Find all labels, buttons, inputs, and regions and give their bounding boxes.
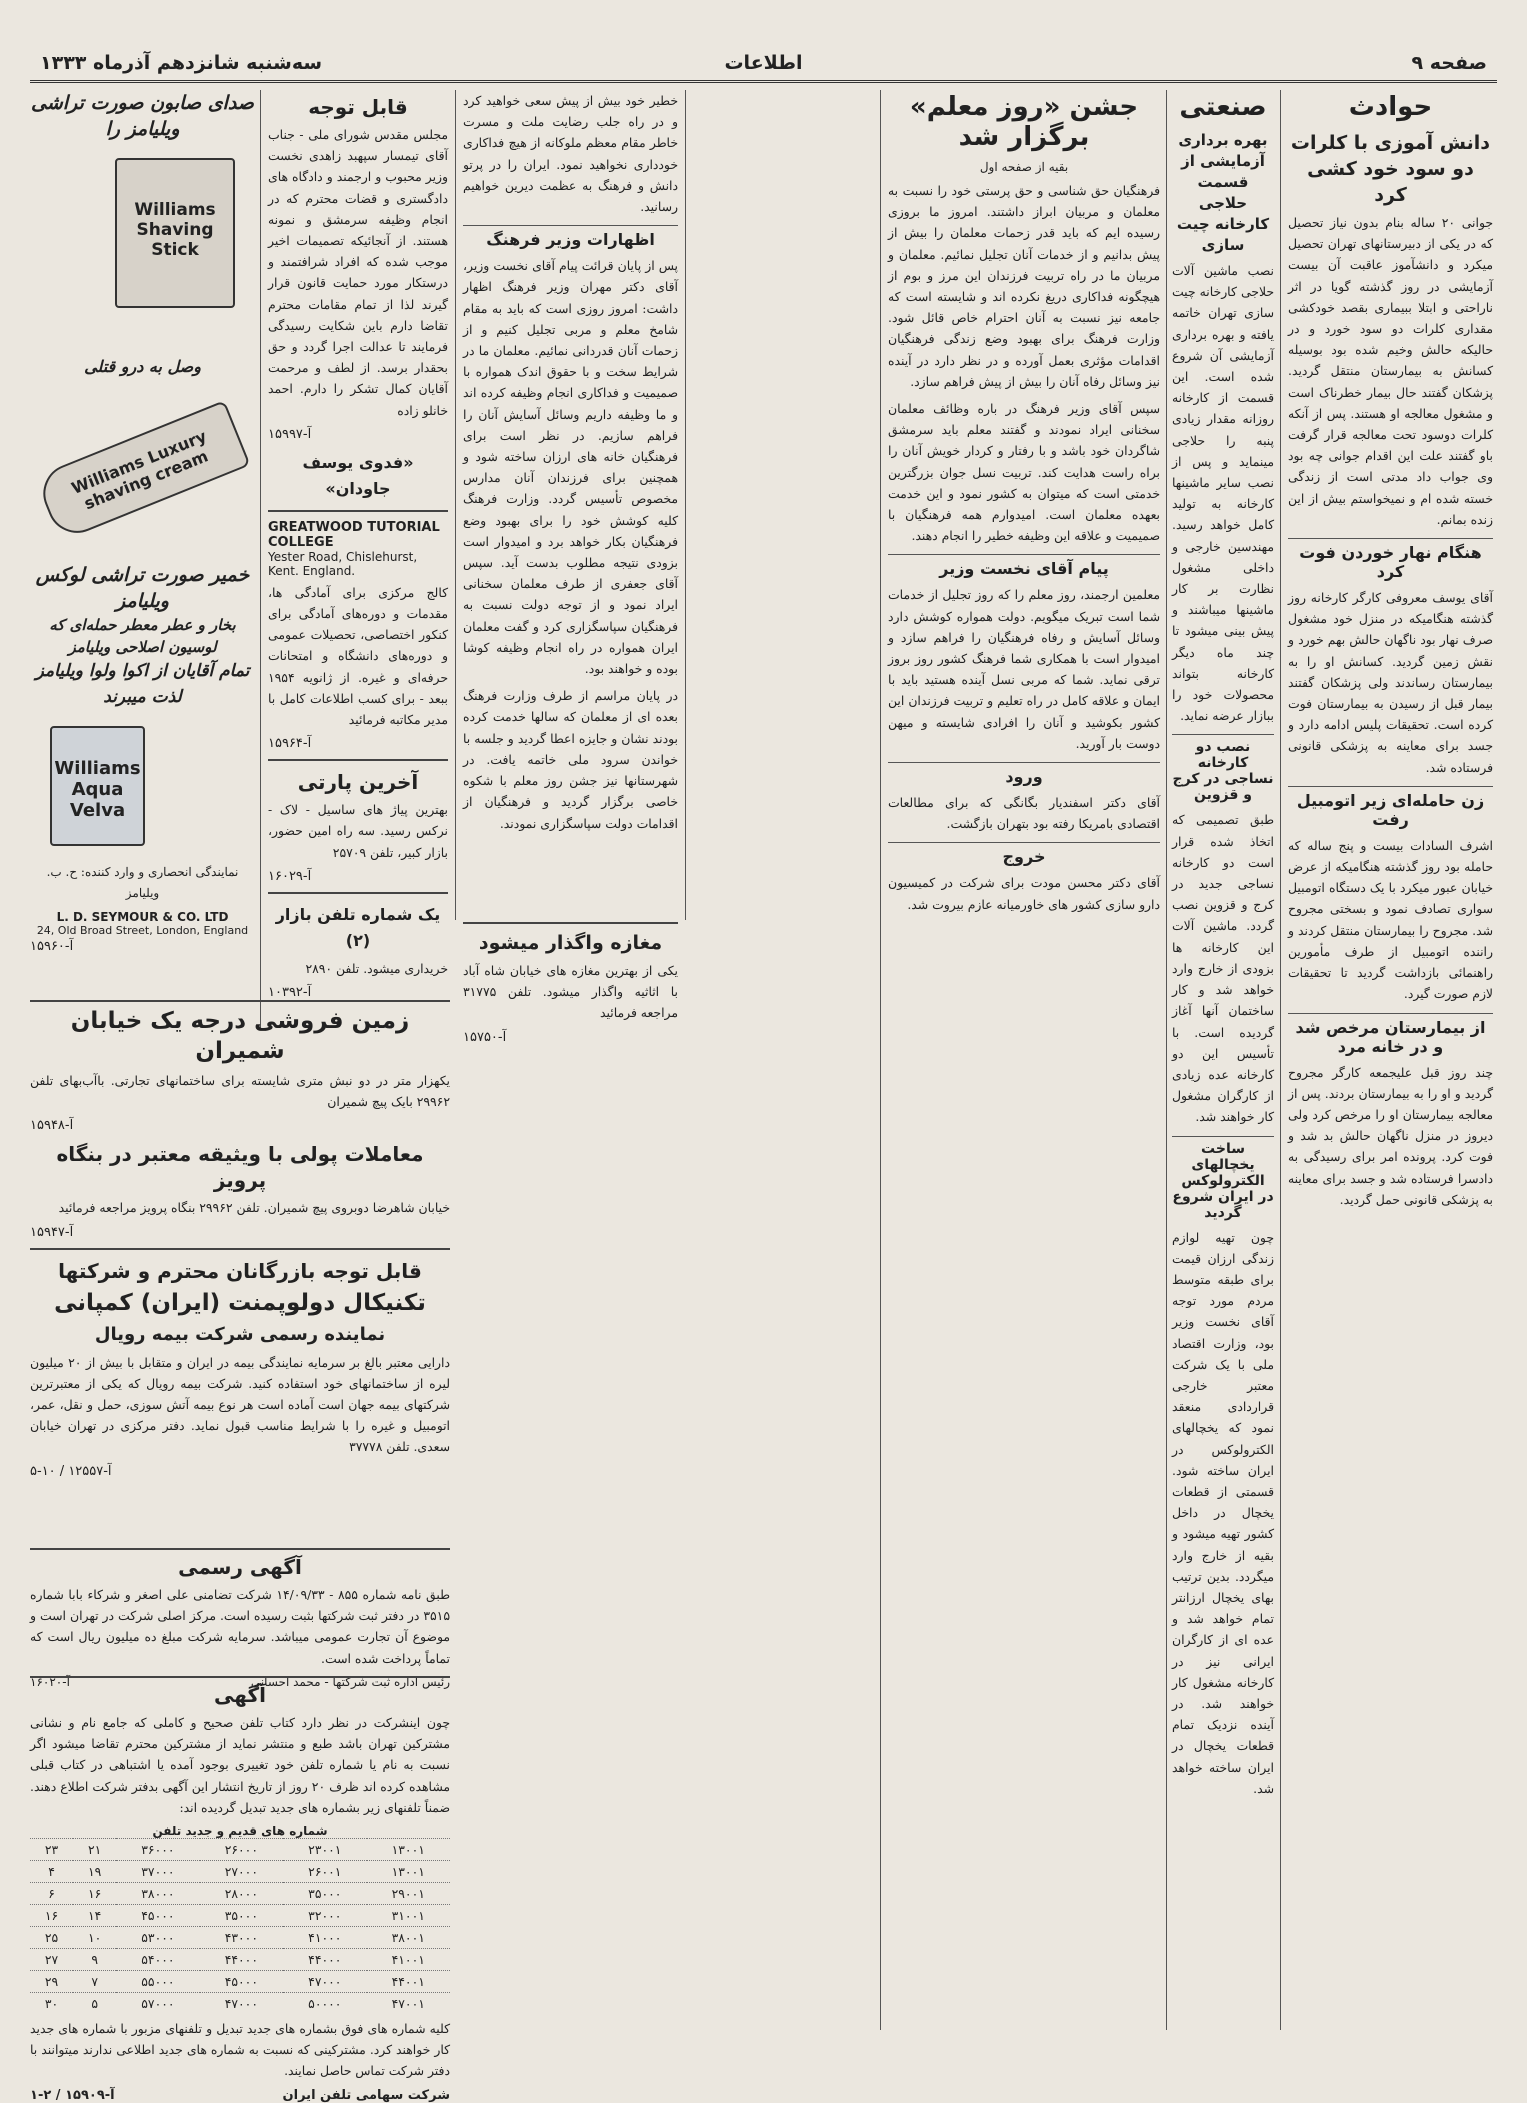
ad-title: آگهی رسمی <box>178 1555 302 1579</box>
headline: هنگام نهار خوردن فوت کرد <box>1288 538 1493 581</box>
headline: زن حامله‌ای زیر اتومبیل رفت <box>1288 786 1493 829</box>
column-minister <box>463 90 678 920</box>
ad-title: قابل توجه بازرگانان محترم و شرکتها <box>58 1258 422 1283</box>
table-cell: ۴۷۰۰۰ <box>283 1971 366 1993</box>
table-cell: ۵۴۰۰۰ <box>116 1949 199 1971</box>
ad-text: یکهزار متر در دو نبش متری شایسته برای ساختمانهای تجارتی. باآب‌بهای تلفن ۲۹۹۶۲ بایک پیچ شمیران <box>30 1073 450 1110</box>
ad-text: خریداری میشود. تلفن ۲۸۹۰ <box>305 960 448 976</box>
ad-text: یکی از بهترین مغازه های خیابان شاه آباد با اثاثیه واگذار میشود. تلفن ۳۱۷۷۵ مراجعه فرمائید <box>463 963 678 1021</box>
article-text: فرهنگیان حق شناسی و حق پرستی خود را نسبت به معلمان و مربیان ابراز داشتند. امروز ما بروزی رسیده ایم که باید قدر زحمات معلمان را بیش از پیش بدانیم و از خدمات آنان تجلیل نمائیم. معلمان و مربیان ما در راه تربیت فرزندان این مرز و بوم از هیچگونه فداکاری دریغ نکرده اند و شایسته است که جامعه نیز نسبت به آنان احترام خاص قائل شود. وزارت فرهنگ برای بهبود وضع زندگی فرهنگیان اقدامات مؤثری بعمل آورده و در نظر دارد در آینده نیز وسائل رفاه آنان را بیش از پیش فراهم سازد. <box>888 183 1160 389</box>
table-cell: ۲۵ <box>30 1927 73 1949</box>
column-divider <box>455 90 456 920</box>
article-text: پس از پایان قرائت پیام آقای نخست وزیر، آقای دکتر مهران وزیر فرهنگ اظهار داشت: امروز روزی است که باید به مقام شامخ معلم و مربی تجلیل کنیم و از زحمات آنان قدردانی نمائیم. معلمان ما در شرایط سخت و با حقوق اندک همواره با صمیمیت و فداکاری انجام وظیفه کرده اند و ما وظیفه داریم وسائل آسایش آنان را فراهم سازیم. در نظر است برای فرهنگیان خانه های ارزان ساخته شود و همچنین برای فرزندان آنان مدارس مخصوص تأسیس گردد. وزارت فرهنگ کلیه کوشش خود را برای بهبود وضع فرهنگیان بکار خواهد برد و امیدوار است بزودی نتیجه مطلوب بدست آید. سپس آقای جعفری از طرف معلمان سخنانی ایراد نمود و از توجه دولت نسبت به فرهنگیان سپاسگزاری کرد و گفت معلمان ایران همواره در راه انجام وظیفه کوشا بوده و خواهند بود. <box>463 258 678 677</box>
headline: اظهارات وزیر فرهنگ <box>463 225 678 249</box>
ad-slogan: صدای صابون صورت تراشی ویلیامز را <box>31 92 254 140</box>
column-accidents <box>1288 90 1493 2030</box>
table-cell: ۵۷۰۰۰ <box>116 1993 199 2015</box>
williams-ad <box>30 90 255 1030</box>
table-cell: ۳۷۰۰۰ <box>116 1861 199 1883</box>
article-text: طبق تصمیمی که اتخاذ شده قرار است دو کارخانه نساجی جدید در کرج و قزوین نصب گردد. ماشین آلات این کارخانه ها بزودی از خارج وارد خواهد شد و کار ساختمان آنها آغاز گردیده است. با تأسیس این دو کارخانه عده زیادی از کارگران مشغول کار خواهند شد. <box>1172 812 1274 1125</box>
table-cell: ۲۳۰۰۱ <box>283 1839 366 1861</box>
table-cell: ۳۱۰۰۱ <box>367 1905 450 1927</box>
ad-illustration <box>30 716 255 856</box>
column-divider <box>1280 90 1281 2030</box>
shaving-cream-tube: Williams Luxury shaving cream <box>34 400 250 542</box>
table-cell: ۶ <box>30 1883 73 1905</box>
page-number: صفحه ۹ <box>1411 52 1487 74</box>
section-title: صنعتی <box>1179 92 1267 122</box>
notice-signature: رئیس اداره ثبت شرکتها - محمد احسانی <box>250 1674 450 1689</box>
table-cell: ۳۵۰۰۰ <box>200 1905 283 1927</box>
ad-text: دارایی معتبر بالغ بر سرمایه نمایندگی بیمه در ایران و متقابل با بیش از ۲۰ میلیون لیره از ساختمانهای خود استفاده کنید. شرکت بیمه رویال که یکی از معتبرترین شرکتهای بیمه جهان است آماده است هر نوع بیمه آتش سوزی، حمل و نقل، عمر، اتومبیل و غیره را با شرایط مناسب قبول نماید. دفتر مرکزی در تهران خیابان سعدی. تلفن ۳۷۷۷۸ <box>30 1354 450 1455</box>
ad-illustration <box>30 386 255 556</box>
importer-text: نمایندگی انحصاری و وارد کننده: ح. ب. ویلیامز <box>46 865 239 901</box>
table-cell: ۲۶۰۰۱ <box>283 1861 366 1883</box>
table-cell: ۵۳۰۰۰ <box>116 1927 199 1949</box>
ad-slogan: تمام آقایان از اکوا ولوا ویلیامز لذت میبرند <box>35 661 250 707</box>
table-cell: ۳۸۰۰۱ <box>367 1927 450 1949</box>
aqua-velva-box: Williams Aqua Velva <box>50 726 145 846</box>
table-cell: ۱۶ <box>30 1905 73 1927</box>
table-cell: ۳۶۰۰۰ <box>116 1839 199 1861</box>
table-row <box>30 1993 450 2015</box>
divider <box>30 1248 450 1250</box>
article-text: چند روز قبل علیجمعه کارگر مجروح گردید و او را به بیمارستان بردند. پس از معالجه بیمارستان او را مرخص کرد ولی دیروز در منزل ناگهان حالش بد شد و فوت کرد. پرونده امر برای رسیدگی به دادسرا فرستاده شد و جسد برای معاینه به پزشکی قانونی حمل گردید. <box>1288 1064 1493 1207</box>
table-cell: ۳۰ <box>30 1993 73 2015</box>
ad-text: مجلس مقدس شورای ملی - جناب آقای تیمسار سپهبد زاهدی نخست وزیر محبوب و ارجمند و دادگاه های دادگستری و قضات محترم که در انجام وظیفه سرمشق و نمونه هستند. از آنجائیکه تصمیمات اخیر موجب شده که افراد شرافتمند و درستکار مورد حمایت قانون قرار گیرند لذا از تمام مقامات محترم تقاضا دارم باین شکایت رسیدگی فرمایند تا عدالت اجرا گردد و حق بحقدار برسد. از لطف و مرحمت آقایان کمال تشکر را دارم. احمد خانلو زاده <box>268 127 448 418</box>
table-cell: ۴۷۰۰۱ <box>367 1993 450 2015</box>
shaving-stick-bottle: Williams Shaving Stick <box>115 158 235 308</box>
column-divider <box>260 90 261 1030</box>
ad-code: آ-۱۰۳۹۲ <box>268 985 312 1001</box>
news-departure-title: خروج <box>888 842 1160 866</box>
table-row <box>30 1927 450 1949</box>
table-cell: ۴۳۰۰۰ <box>200 1927 283 1949</box>
ad-code: آ-۱۶۰۲۹ <box>268 868 312 884</box>
headline-main: جشن «روز معلم» برگزار شد <box>909 92 1139 152</box>
ad-text: خیابان شاهرضا دوبروی پیچ شمیران. تلفن ۲۹۹۶۲ بنگاه پرویز مراجعه فرمائید <box>58 1200 450 1216</box>
ad-slogan: بخار و عطر معطر حمله‌ای که لوسیون اصلاحی ویلیامز <box>49 616 236 656</box>
table-row <box>30 1839 450 1861</box>
ads-lower <box>30 1000 450 1542</box>
section-title: حوادث <box>1348 92 1433 122</box>
ad-shop-box <box>463 922 678 1045</box>
article-text: چون تهیه لوازم زندگی ارزان قیمت برای طبقه متوسط مردم مورد توجه آقای نخست وزیر بود، وزارت اقتصاد ملی با یک شرکت معتبر خارجی قراردادی منعقد نمود که یخچالهای الکترولوکس در ایران ساخته شود. قسمتی از قطعات یخچال در داخل کشور تهیه میشود و بقیه از خارج وارد میگردد. بدین ترتیب بهای یخچال ارزانتر تمام خواهد شد و عده ای از کارگران ایرانی نیز در کارخانه مشغول کار خواهند شد. در آینده نزدیک تمام قطعات یخچال در ایران ساخته خواهد شد. <box>1172 1229 1274 1796</box>
table-cell: ۲۷ <box>30 1949 73 1971</box>
table-cell: ۳۵۰۰۰ <box>283 1883 366 1905</box>
college-address: Yester Road, Chislehurst, Kent. England. <box>268 549 418 578</box>
news-departure-text: آقای دکتر محسن مودت برای شرکت در کمیسیون دارو سازی کشور های خاورمیانه عازم بیروت شد. <box>888 875 1160 912</box>
table-cell: ۵۰۰۰۰ <box>283 1993 366 2015</box>
column-divider <box>1166 90 1167 2030</box>
table-cell: ۴۴۰۰۱ <box>367 1971 450 1993</box>
company-name: تکنیکال دولوپمنت (ایران) کمپانی <box>54 1289 426 1316</box>
ad-title: زمین فروشی درجه یک خیابان شمیران <box>70 1008 410 1064</box>
column-small-ads <box>268 90 448 1030</box>
table-cell: ۴۷۰۰۰ <box>200 1993 283 2015</box>
ad-text: کالج مرکزی برای آمادگی ها، مقدمات و دوره‌های آمادگی برای کنکور اختصاصی، تحصیلات عمومی و دوره‌های دانشگاه و امتحانات حرفه‌ای و غیره. از ژانویه ۱۹۵۴ ببعد - برای کسب اطلاعات کامل با مدیر مکاتبه فرمائید <box>268 584 448 728</box>
table-cell: ۴۵۰۰۰ <box>200 1971 283 1993</box>
table-cell: ۵۵۰۰۰ <box>116 1971 199 1993</box>
table-row <box>30 1905 450 1927</box>
table-cell: ۳۲۰۰۰ <box>283 1905 366 1927</box>
table-cell: ۱۶ <box>73 1883 116 1905</box>
ad-code: آ-۱۵۹۴۸ <box>30 1118 74 1134</box>
table-cell: ۴۴۰۰۰ <box>200 1949 283 1971</box>
ad-title: معاملات پولی با ویثیقه معتبر در بنگاه پرویز <box>56 1142 424 1193</box>
table-cell: ۴۵۰۰۰ <box>116 1905 199 1927</box>
table-cell: ۲۱ <box>73 1839 116 1861</box>
ad-title: قابل توجه <box>308 95 408 119</box>
telephone-notice <box>30 1676 451 2103</box>
headline: بهره برداری آزمایشی از قسمت حلاجی کارخانه چیت سازی <box>1176 131 1270 254</box>
ad-code: آ-۱۵۹۰۹ / ۲-۱ <box>30 2087 115 2103</box>
table-cell: ۱۴ <box>73 1905 116 1927</box>
table-cell: ۵ <box>73 1993 116 2015</box>
ad-subtitle: نماینده رسمی شرکت بیمه رویال <box>94 1323 386 1345</box>
headline: پیام آقای نخست وزیر <box>888 554 1160 578</box>
ad-code: آ-۱۵۹۹۷ <box>268 426 312 442</box>
article-text: خطیر خود بیش از پیش سعی خواهید کرد و در راه جلب رضایت ملت و مسرت خاطر مقام معظم ملوکانه از هیچ فداکاری خودداری نخواهید نمود. ایران را در پرتو دانش و فرهنگ به عظمت دیرین خواهیم رسانید. <box>463 93 678 215</box>
ad-text: چون اینشرکت در نظر دارد کتاب تلفن صحیح و کاملی که جامع نام و نشانی مشترکین تهران باشد طبع و منتشر نماید از مشترکین محترم تقاضا میشود اگر نسبت به نام یا شماره تلفن خود تغییری بوجود آمده یا اشتباهی در کتاب قبلی مشاهده کرده اند ظرف ۲۰ روز از تاریخ انتشار این آگهی بدفتر شرکت اطلاع دهند. ضمناً تلفنهای زیر بشماره های جدید تبدیل گردیده اند: <box>30 1715 451 1815</box>
ad-slogan: وصل به درو قتلی <box>84 357 201 376</box>
table-row <box>30 1971 450 1993</box>
column-industry <box>1172 90 1274 2030</box>
table-row <box>30 1883 450 1905</box>
ad-text: طبق نامه شماره ۸۵۵ - ۱۴/۰۹/۳۳ شرکت تضامنی علی اصغر و شرکاء بابا شماره ۳۵۱۵ در دفتر ثبت شرکتها بثبت رسیده است. مرکز اصلی شرکت در تهران است و موضوع آن تجارت عمومی میباشد. سرمایه شرکت مبلغ ده میلیون ریال است که تماماً پرداخت شده است. <box>30 1587 450 1666</box>
ad-title: مغازه واگذار میشود <box>478 932 663 954</box>
news-arrival-text: آقای دکتر اسفندیار بگانگی که برای مطالعات اقتصادی بامریکا رفته بود بتهران بازگشت. <box>888 795 1160 832</box>
ad-code: آ-۱۶۰۲۰ <box>30 1674 70 1689</box>
table-cell: ۴۱۰۰۱ <box>367 1949 450 1971</box>
table-cell: ۴۱۰۰۰ <box>283 1927 366 1949</box>
ad-slogan: خمیر صورت تراشی لوکس ویلیامز <box>35 564 250 612</box>
page-header <box>30 50 1497 83</box>
table-cell: ۲۸۰۰۰ <box>200 1883 283 1905</box>
divider <box>268 892 448 894</box>
ad-text: کلیه شماره های فوق بشماره های جدید تبدیل و تلفنهای مزبور با شماره های جدید کار خواهند کرد. مشترکینی که نسبت به شماره های جدید اطلاعی ندارند میتوانند با دفتر شرکت تماس حاصل نمایند. <box>30 2021 450 2079</box>
ad-code: آ-۱۵۹۶۰ <box>30 939 74 955</box>
table-cell: ۲۳ <box>30 1839 73 1861</box>
headline: نصب دو کارخانه نساجی در کرج و قزوین <box>1172 734 1274 803</box>
column-divider <box>880 90 881 2030</box>
table-cell: ۱۰ <box>73 1927 116 1949</box>
continued-note: بقیه از صفحه اول <box>979 160 1069 174</box>
table-cell: ۲۹۰۰۱ <box>367 1883 450 1905</box>
phone-number-table <box>30 1824 450 2014</box>
ad-title: یک شماره تلفن بازار (۲) <box>275 904 441 950</box>
college-name: GREATWOOD TUTORIAL COLLEGE <box>268 519 440 550</box>
headline: از بیمارستان مرخص شد و در خانه مرد <box>1288 1013 1493 1056</box>
headline: ساخت یخچالهای الکترولوکس در ایران شروع گردید <box>1172 1136 1274 1221</box>
table-cell: ۴ <box>30 1861 73 1883</box>
table-cell: ۲۶۰۰۰ <box>200 1839 283 1861</box>
ad-code: آ-۱۵۹۶۴ <box>268 736 312 752</box>
ad-illustration <box>30 148 255 348</box>
table-cell: ۲۷۰۰۰ <box>200 1861 283 1883</box>
article-text: معلمین ارجمند، روز معلم را که روز تجلیل از خدمات شما است تبریک میگویم. دولت همواره کوشش دارد وسائل آسایش و رفاه فرهنگیان را فراهم سازد و امیدوار است با همکاری شما فرهنگ کشور روز بروز ترقی نماید. شما که مربی نسل آینده هستید باید با ایمان و علاقه کامل در راه تعلیم و تربیت فرزندان این کشور بکوشید و آنان را افرادی شایسته و میهن دوست بار آورید. <box>888 587 1160 751</box>
table-cell: ۴۴۰۰۰ <box>283 1949 366 1971</box>
company-signature: شرکت سهامی تلفن ایران <box>282 2087 450 2103</box>
article-text: اشرف السادات بیست و پنج ساله که حامله بود روز گذشته هنگامیکه از عرض خیابان عبور میکرد با یک دستگاه اتومبیل سواری تصادف نمود و بسختی مجروح شد. مجروح را بیمارستان منتقل کردند و راننده اتومبیل از طرف مأمورین راهنمائی بازداشت گردید تا تحقیقات لازم صورت گیرد. <box>1288 837 1493 1002</box>
table-cell: ۷ <box>73 1971 116 1993</box>
table-row <box>30 1861 450 1883</box>
ad-code: آ-۱۵۹۴۷ <box>30 1224 74 1240</box>
ad-signature: «فدوی یوسف جاودان» <box>302 452 414 498</box>
article-text: در پایان مراسم از طرف وزارت فرهنگ بعده ای از معلمان که سالها خدمت کرده بودند نشان و جایزه اعطا گردید و جلسه با خواندن سرود ملی خاتمه یافت. در شهرستانها نیز جشن روز معلم با شکوه خاصی برگزار گردید و فرهنگیان از اقدامات دولت سپاسگزاری نمودند. <box>463 688 678 831</box>
table-caption: شماره های قدیم و جدید تلفن <box>152 1824 328 1839</box>
ad-title: آگهی <box>214 1683 266 1707</box>
importer-name-en: L. D. SEYMOUR & CO. LTD <box>56 910 229 925</box>
issue-date: سه‌شنبه شانزدهم آذرماه ۱۳۳۳ <box>40 52 323 74</box>
news-arrival-title: ورود <box>888 762 1160 786</box>
ad-text: بهترین پیاژ های ساسیل - لاک - نرکس رسید. سه راه امین حضور، بازار کبیر، تلفن ۲۵۷۰۹ <box>268 802 448 860</box>
column-divider <box>685 90 686 920</box>
newspaper-name: اطلاعات <box>724 52 803 74</box>
table-cell: ۱۳۰۰۱ <box>367 1861 450 1883</box>
table-cell: ۳۸۰۰۰ <box>116 1883 199 1905</box>
column-teacher-day <box>888 90 1160 2030</box>
article-text: آقای یوسف معروفی کارگر کارخانه روز گذشته هنگامیکه در منزل خود مشغول صرف نهار بود ناگهان حالش بهم خورد و نقش زمین گردید. کسانش او را به بیمارستان رساندند ولی پزشکان گفتند بیمار قبل از رسیدن به بیمارستان فوت کرده است. تحقیقات پلیس ادامه دارد و جسد برای معاینه به پزشکی قانونی فرستاده شد. <box>1288 590 1493 775</box>
importer-address-en: 24, Old Broad Street, London, England <box>36 924 249 938</box>
article-text: سپس آقای وزیر فرهنگ در باره وظائف معلمان سخنانی ایراد نمودند و گفتند معلم باید سرمشق شاگردان خود باشد و با رفتار و کردار خویش آنان را براه راست هدایت کند. تربیت نسل جوان بزرگترین خدمتی است که میتوان به کشور نمود و این خدمت بعهده معلمان است. امیدوارم همه فرهنگیان با صمیمیت و علاقه این وظیفه خطیر را انجام دهند. <box>888 401 1160 544</box>
table-cell: ۹ <box>73 1949 116 1971</box>
ad-code: آ-۱۲۵۵۷ / ۱۰-۵ <box>30 1463 112 1479</box>
headline: دانش آموزی با کلرات دو سود خود کشی کرد <box>1290 132 1491 206</box>
article-text: جوانی ۲۰ ساله بنام بدون نیاز تحصیل که در یکی از دبیرستانهای تهران تحصیل میکرد و دانشآموز عاقبت آن بیست آزمایشی در روز گذشته گویا در اثر ناراحتی و ابتلا ببیماری بقصد خودکشی مقداری کلرات دو سود خورد و در حالیکه حالش وخیم شده بود بوسیله کسانش به بیمارستان منتقل گردید. پزشکان گفتند حال بیمار خطرناک است و مشغول معالجه او هستند. پس از آنکه کلرات دوسود تحت معالجه قرار گرفت باو گفتند علت این اقدام جوانی چه بود وی جواب داد مدتی است از زندگی خسته شده ام و نمیخواستم بیش از این زنده بمانم. <box>1288 215 1494 527</box>
article-text: نصب ماشین آلات حلاجی کارخانه چیت سازی تهران خاتمه یافته و بهره برداری آزمایشی آن شروع شده است. این قسمت از کارخانه روزانه مقدار زیادی پنبه را حلاجی مینماید و پس از نصب سایر ماشینها کارخانه به تولید کامل خواهد رسید. مهندسین خارجی و داخلی مشغول نظارت بر کار ماشینها میباشند و پیش بینی میشود تا چند ماه دیگر کارخانه بتواند محصولات خود را ببازار عرضه نماید. <box>1172 263 1274 724</box>
ad-code: آ-۱۵۷۵۰ <box>463 1029 507 1045</box>
table-cell: ۲۹ <box>30 1971 73 1993</box>
table-cell: ۱۳۰۰۱ <box>367 1839 450 1861</box>
table-row <box>30 1949 450 1971</box>
divider <box>268 510 448 512</box>
ad-title: آخرین پارتی <box>297 770 419 795</box>
official-notice <box>30 1548 450 1689</box>
divider <box>268 759 448 761</box>
table-cell: ۱۹ <box>73 1861 116 1883</box>
